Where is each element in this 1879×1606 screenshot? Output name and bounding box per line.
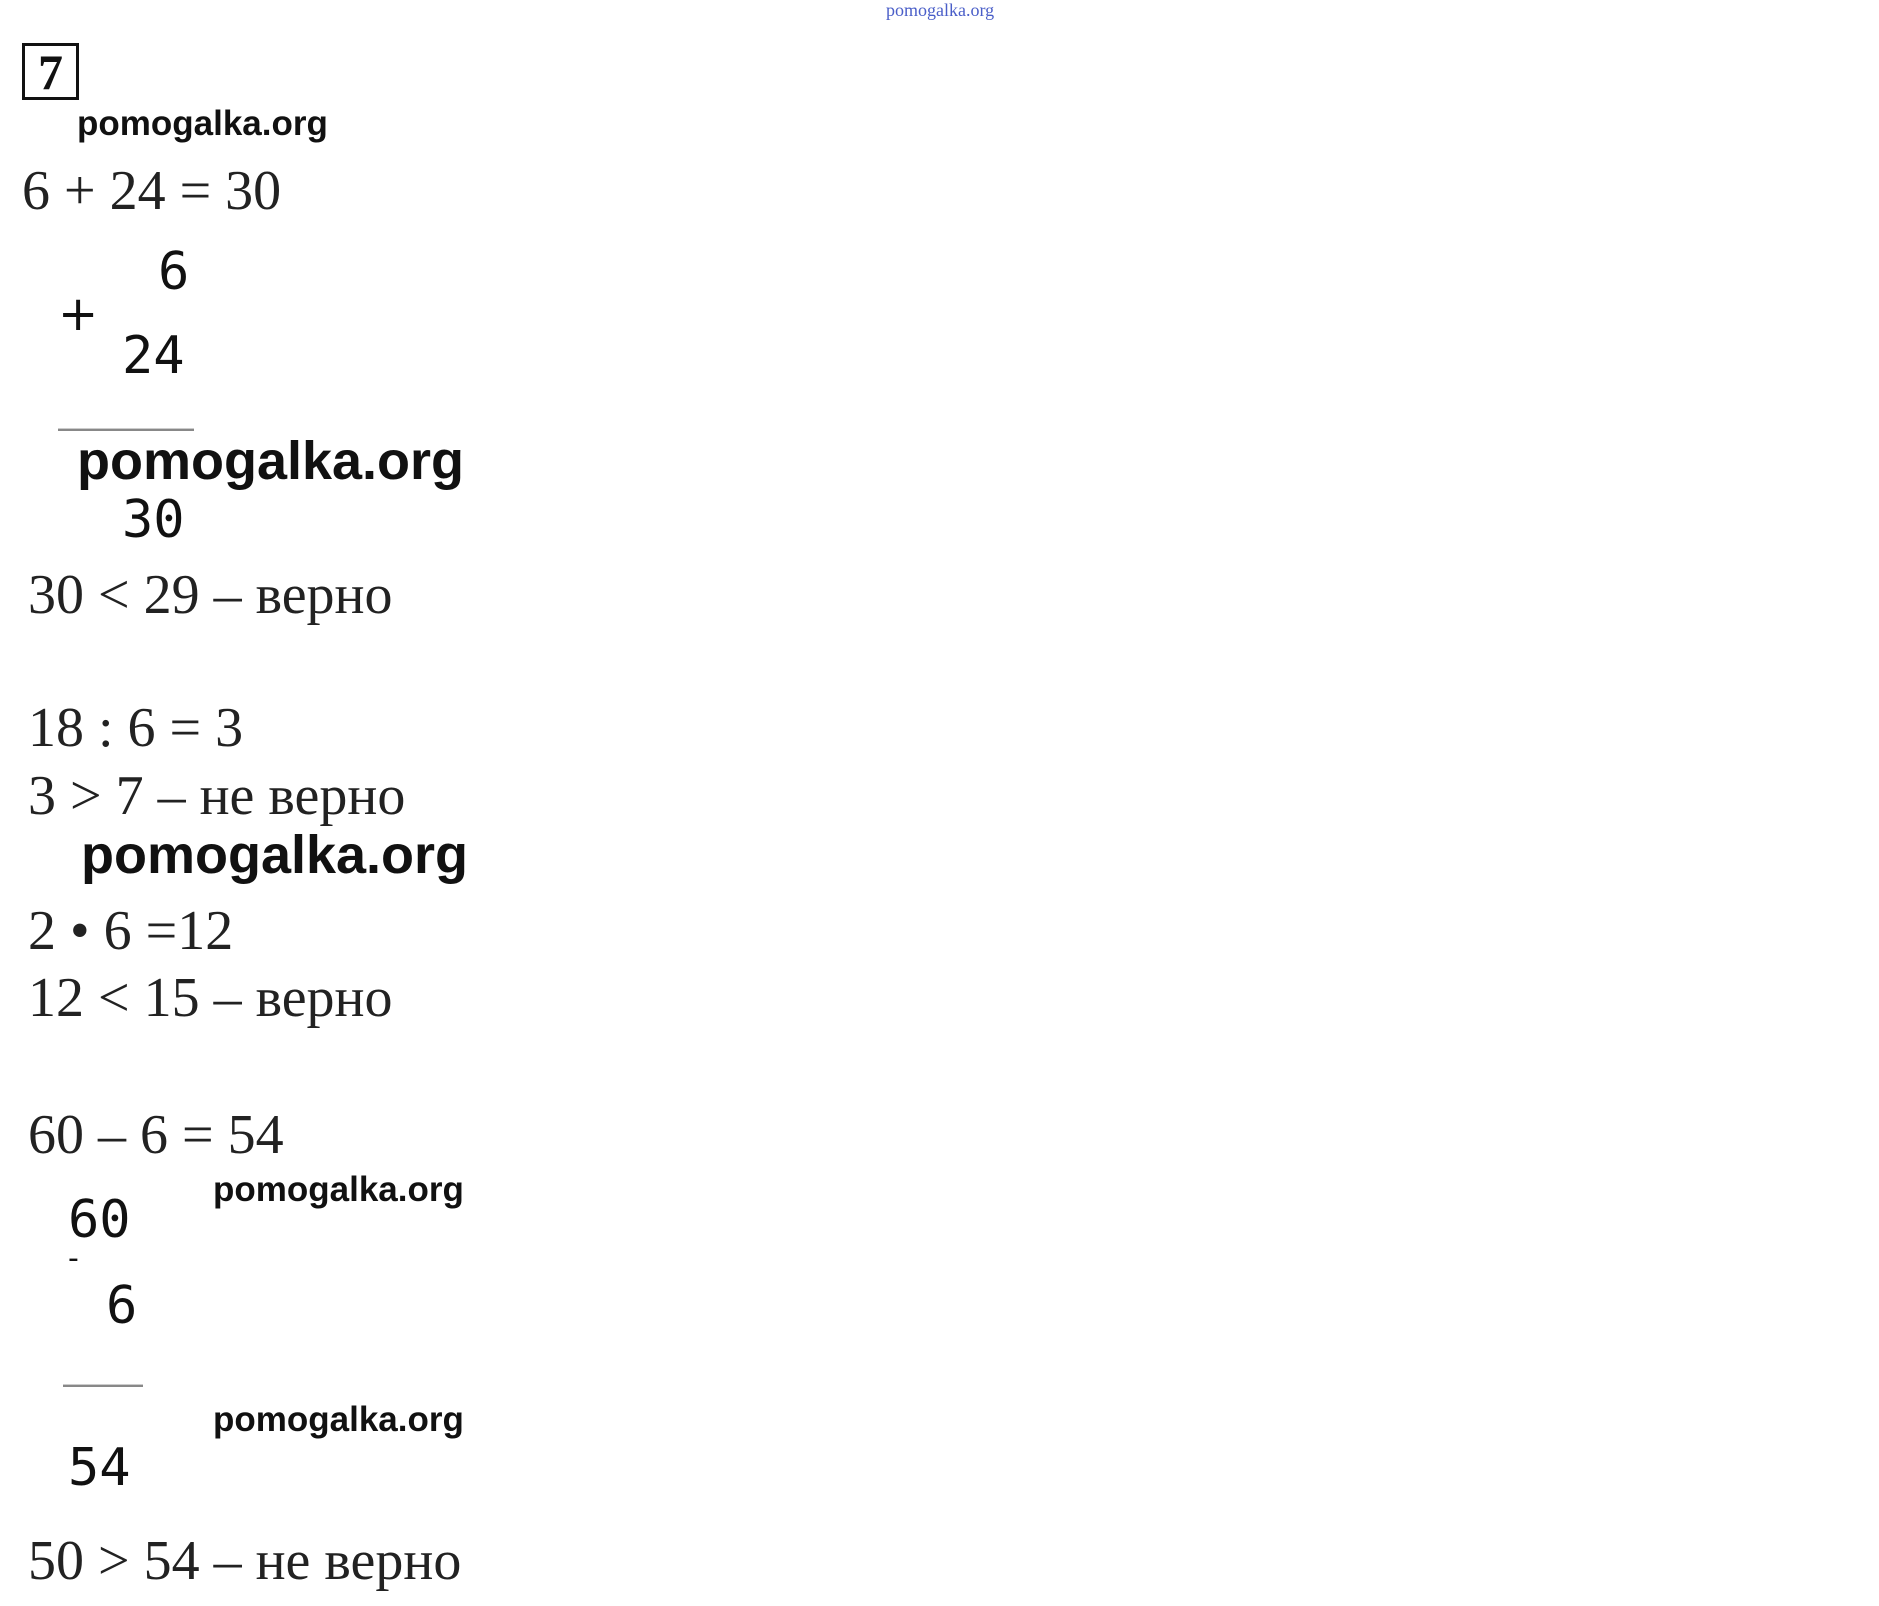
column-1-operator: + bbox=[58, 286, 99, 342]
watermark-4: pomogalka.org bbox=[213, 1170, 464, 1209]
watermark-5: pomogalka.org bbox=[213, 1400, 464, 1439]
equation-2: 18 : 6 = 3 bbox=[28, 697, 244, 759]
watermark-3: pomogalka.org bbox=[81, 825, 469, 885]
comparison-1: 30 < 29 – верно bbox=[28, 564, 393, 626]
watermark-2: pomogalka.org bbox=[77, 431, 465, 491]
comparison-3: 12 < 15 – верно bbox=[28, 967, 393, 1029]
equation-4: 60 – 6 = 54 bbox=[28, 1104, 284, 1166]
column-1-top: 6 bbox=[158, 242, 190, 302]
column-1-result: 30 bbox=[122, 490, 185, 550]
top-watermark: pomogalka.org bbox=[886, 0, 995, 20]
comparison-2: 3 > 7 – не верно bbox=[28, 765, 406, 827]
equation-1: 6 + 24 = 30 bbox=[22, 160, 282, 222]
equation-3: 2 • 6 =12 bbox=[28, 900, 234, 962]
watermark-1: pomogalka.org bbox=[77, 104, 328, 143]
task-number-box: 7 bbox=[22, 43, 79, 100]
column-1-bottom: 24 bbox=[122, 326, 185, 386]
column-4-operator: - bbox=[68, 1241, 79, 1276]
comparison-4: 50 > 54 – не верно bbox=[28, 1530, 462, 1592]
column-4-bottom: 6 bbox=[106, 1276, 138, 1336]
column-4-result: 54 bbox=[68, 1438, 131, 1498]
column-4-top: 60 bbox=[68, 1190, 131, 1250]
column-4-rule bbox=[63, 1384, 143, 1387]
